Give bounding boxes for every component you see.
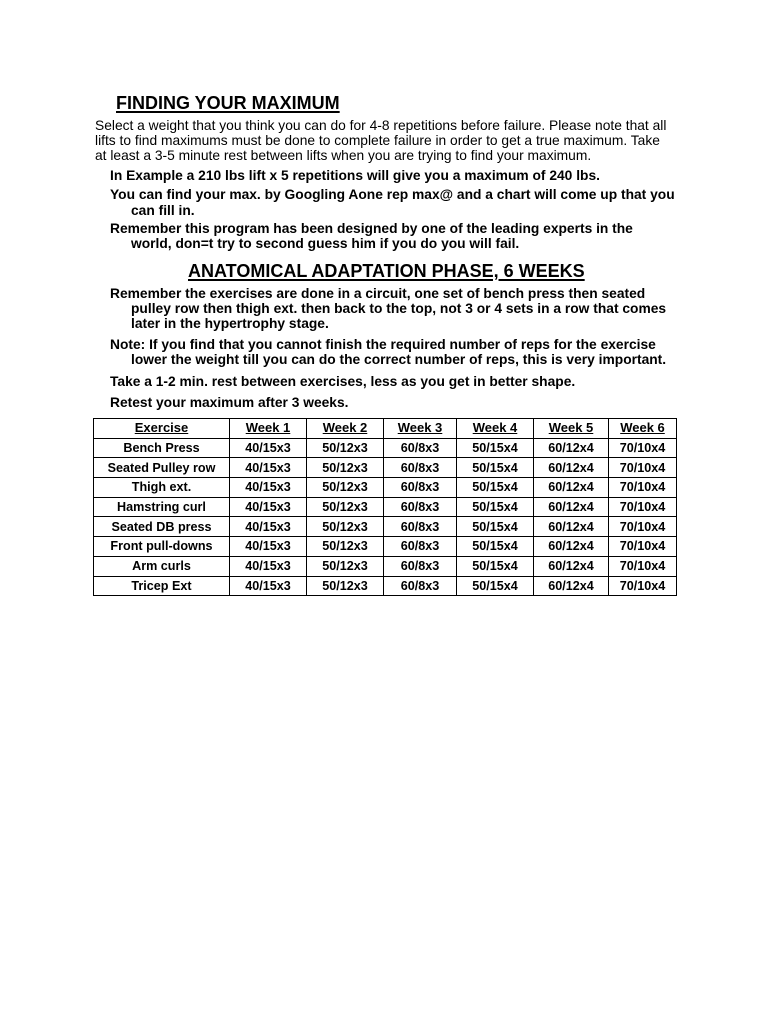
table-row [94,556,677,576]
header-week-3: Week 3 [384,419,457,439]
week-prescription-cell: 50/12x3 [307,478,384,498]
week-prescription-cell: 50/12x3 [307,497,384,517]
section-title-anatomical-adaptation: ANATOMICAL ADAPTATION PHASE, 6 WEEKS [188,261,585,281]
exercise-name-cell: Bench Press [94,438,230,458]
exercise-name-cell: Seated DB press [94,517,230,537]
week-prescription-cell: 70/10x4 [609,556,677,576]
table-header [94,419,677,439]
table-row [94,497,677,517]
instruction-line: later in the hypertrophy stage. [131,316,329,331]
week-prescription-cell: 40/15x3 [230,478,307,498]
week-prescription-cell: 70/10x4 [609,438,677,458]
instruction-line: Remember the exercises are done in a circuit, one set of bench press then seated [110,286,646,301]
week-prescription-cell: 60/8x3 [384,517,457,537]
week-prescription-cell: 50/12x3 [307,556,384,576]
header-week-1: Week 1 [230,419,307,439]
week-prescription-cell: 70/10x4 [609,497,677,517]
week-prescription-cell: 50/15x4 [457,497,534,517]
instruction-line: world, don=t try to second guess him if you do you will fail. [131,236,520,251]
instruction-line: pulley row then thigh ext. then back to the top, not 3 or 4 sets in a row that comes [131,301,667,316]
week-prescription-cell: 70/10x4 [609,517,677,537]
instruction-line: Take a 1-2 min. rest between exercises, less as you get in better shape. [110,374,576,389]
table-row [94,458,677,478]
exercise-name-cell: Front pull-downs [94,537,230,557]
header-week-2: Week 2 [307,419,384,439]
week-prescription-cell: 60/8x3 [384,458,457,478]
week-prescription-cell: 60/12x4 [534,556,609,576]
week-prescription-cell: 40/15x3 [230,537,307,557]
week-prescription-cell: 40/15x3 [230,517,307,537]
week-prescription-cell: 50/12x3 [307,576,384,596]
week-prescription-cell: 60/12x4 [534,438,609,458]
exercise-name-cell: Tricep Ext [94,576,230,596]
instruction-line: Note: If you find that you cannot finish the required number of reps for the exercise [110,337,656,352]
table-header-row [94,419,677,439]
header-week-6: Week 6 [609,419,677,439]
header-week-5: Week 5 [534,419,609,439]
week-prescription-cell: 50/15x4 [457,517,534,537]
week-prescription-cell: 40/15x3 [230,438,307,458]
week-prescription-cell: 50/12x3 [307,458,384,478]
week-prescription-cell: 60/8x3 [384,438,457,458]
week-prescription-cell: 40/15x3 [230,556,307,576]
week-prescription-cell: 50/15x4 [457,537,534,557]
week-prescription-cell: 50/12x3 [307,537,384,557]
week-prescription-cell: 40/15x3 [230,458,307,478]
table-row [94,576,677,596]
exercise-name-cell: Seated Pulley row [94,458,230,478]
table-row [94,517,677,537]
exercise-name-cell: Thigh ext. [94,478,230,498]
week-prescription-cell: 70/10x4 [609,576,677,596]
week-prescription-cell: 50/15x4 [457,576,534,596]
instruction-line: Remember this program has been designed by one of the leading experts in the [110,221,633,236]
week-prescription-cell: 50/15x4 [457,438,534,458]
week-prescription-cell: 50/15x4 [457,458,534,478]
exercise-name-cell: Hamstring curl [94,497,230,517]
week-prescription-cell: 50/12x3 [307,517,384,537]
instruction-line: You can find your max. by Googling Aone rep max@ and a chart will come up that you [110,187,675,202]
workout-table [93,418,677,596]
week-prescription-cell: 60/12x4 [534,537,609,557]
week-prescription-cell: 60/12x4 [534,478,609,498]
week-prescription-cell: 50/15x4 [457,556,534,576]
week-prescription-cell: 60/12x4 [534,458,609,478]
table-row [94,438,677,458]
week-prescription-cell: 60/8x3 [384,537,457,557]
week-prescription-cell: 70/10x4 [609,458,677,478]
table-body [94,438,677,596]
week-prescription-cell: 60/8x3 [384,576,457,596]
week-prescription-cell: 60/8x3 [384,497,457,517]
table-row [94,478,677,498]
week-prescription-cell: 40/15x3 [230,497,307,517]
section-title-finding-maximum: FINDING YOUR MAXIMUM [116,93,340,113]
table-row [94,537,677,557]
week-prescription-cell: 70/10x4 [609,478,677,498]
instruction-line: lower the weight till you can do the correct number of reps, this is very important. [131,352,667,367]
header-week-4: Week 4 [457,419,534,439]
exercise-name-cell: Arm curls [94,556,230,576]
week-prescription-cell: 60/8x3 [384,478,457,498]
header-exercise: Exercise [94,419,230,439]
week-prescription-cell: 60/12x4 [534,576,609,596]
instruction-line: Retest your maximum after 3 weeks. [110,395,349,410]
intro-line: Select a weight that you think you can do for 4-8 repetitions before failure. Please note that all [95,118,667,133]
week-prescription-cell: 50/12x3 [307,438,384,458]
instruction-line: can fill in. [131,203,195,218]
week-prescription-cell: 40/15x3 [230,576,307,596]
week-prescription-cell: 60/12x4 [534,517,609,537]
instruction-line: In Example a 210 lbs lift x 5 repetitions will give you a maximum of 240 lbs. [110,168,600,183]
week-prescription-cell: 60/8x3 [384,556,457,576]
week-prescription-cell: 60/12x4 [534,497,609,517]
intro-line: lifts to find maximums must be done to complete failure in order to get a true maximum. Take [95,133,660,148]
week-prescription-cell: 70/10x4 [609,537,677,557]
week-prescription-cell: 50/15x4 [457,478,534,498]
intro-line: at least a 3-5 minute rest between lifts when you are trying to find your maximum. [95,148,592,163]
